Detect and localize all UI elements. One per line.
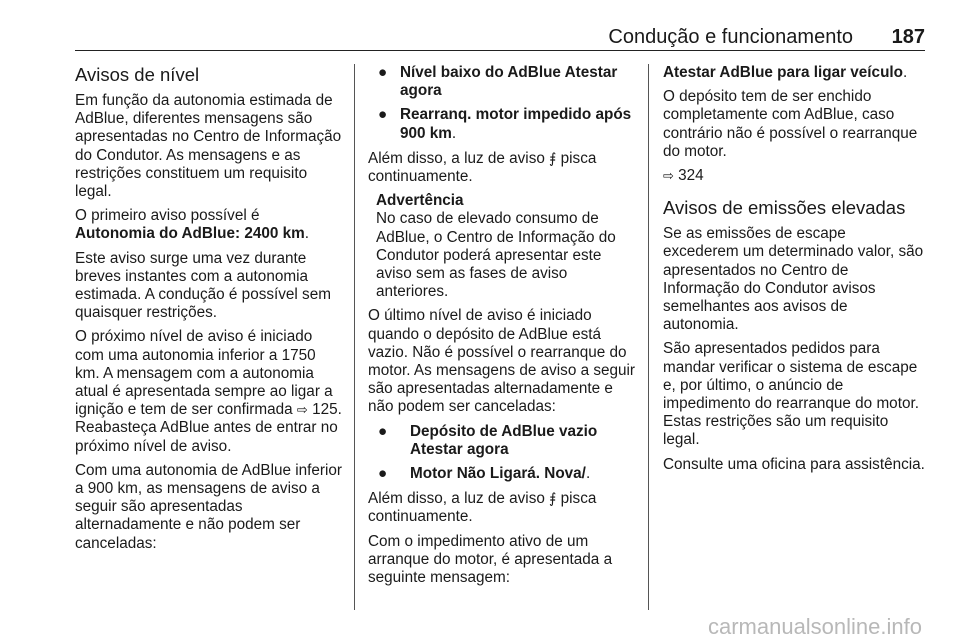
heading-high-emissions: Avisos de emissões elevadas bbox=[663, 197, 906, 219]
paragraph: O último nível de aviso é iniciado quando o depósito de AdBlue está vazio. Não é possível o rearranque do motor. As mensagens de aviso a seguir são apresentadas alternadamente e não podem ser canceladas: bbox=[368, 307, 635, 416]
column-divider-1 bbox=[354, 64, 355, 610]
list-item: ● Rearranq. motor impedido após 900 km. bbox=[378, 106, 632, 142]
adblue-warning-icon: ⨎ bbox=[549, 490, 557, 507]
column-2 bbox=[368, 64, 636, 593]
bullet-list bbox=[368, 423, 636, 484]
bullet-icon: ● bbox=[378, 64, 388, 81]
paragraph: Com uma autonomia de AdBlue inferior a 900 km, as mensagens de aviso a seguir são apresentadas alternadamente e não podem ser canceladas: bbox=[75, 461, 342, 552]
page-number: 187 bbox=[891, 26, 925, 48]
message-text: Autonomia do AdBlue: 2400 km bbox=[75, 225, 305, 243]
paragraph bbox=[663, 167, 925, 185]
section-title: Condução e funcionamento bbox=[608, 26, 853, 48]
list-item: ● Motor Não Ligará. Nova/. bbox=[378, 465, 591, 483]
note-title: Advertência bbox=[376, 192, 464, 210]
heading-level-warnings: Avisos de nível bbox=[75, 64, 200, 85]
paragraph: Além disso, a luz de aviso ⨎ pisca continuamente. bbox=[368, 490, 597, 526]
paragraph: São apresentados pedidos para mandar verificar o sistema de escape e, por último, o anúncio de impedimento do rearranque do motor. Estas restrições são um requisito legal. bbox=[663, 340, 919, 449]
note-body: No caso de elevado consumo de AdBlue, o Centro de Informação do Condutor poderá apresentar este aviso sem as fases de aviso anteriores. bbox=[376, 210, 616, 301]
paragraph: O depósito tem de ser enchido completamente com AdBlue, caso contrário não é possível o rearranque do motor. bbox=[663, 88, 918, 160]
bullet-icon: ● bbox=[378, 106, 388, 124]
page-ref-arrow-icon: ⇨ bbox=[663, 168, 674, 184]
paragraph: Este aviso surge uma vez durante breves instantes com a autonomia estimada. A condução é possível sem quaisquer restrições. bbox=[75, 249, 331, 322]
list-item: ● Depósito de AdBlue vazio Atestar agora bbox=[378, 422, 598, 458]
bullet-icon: ● bbox=[378, 422, 388, 440]
bullet-list bbox=[368, 64, 636, 143]
column-divider-2 bbox=[648, 64, 649, 610]
paragraph: Com o impedimento ativo de um arranque do motor, é apresentada a seguinte mensagem: bbox=[368, 532, 613, 587]
paragraph: Além disso, a luz de aviso ⨎ pisca continuamente. bbox=[368, 149, 597, 186]
adblue-warning-icon: ⨎ bbox=[549, 149, 557, 166]
note-box bbox=[368, 192, 636, 301]
paragraph: Consulte uma oficina para assistência. bbox=[663, 455, 925, 473]
column-3 bbox=[663, 64, 925, 480]
paragraph: O próximo nível de aviso é iniciado com uma autonomia inferior a 1750 km. A mensagem com a autonomia atual é apresentada sempre ao ligar a ignição e tem de ser confirmada ⇨ 125. Reabasteça AdBlue antes de entrar no próximo nível de aviso. bbox=[75, 328, 342, 455]
watermark: carmanualsonline.info bbox=[707, 614, 922, 639]
list-item: ● Nível baixo do AdBlue Atestar agora bbox=[378, 64, 618, 100]
page-ref[interactable]: 324 bbox=[678, 167, 704, 185]
paragraph: O primeiro aviso possível é Autonomia do AdBlue: 2400 km. bbox=[75, 207, 310, 243]
paragraph: Em função da autonomia estimada de AdBlue, diferentes mensagens são apresentadas no Centro de Informação do Condutor. As mensagens e as restrições constituem um requisito legal. bbox=[75, 92, 342, 201]
bullet-icon: ● bbox=[378, 465, 388, 483]
message-text: Atestar AdBlue para ligar veículo bbox=[663, 64, 904, 81]
paragraph: Se as emissões de escape excederem um determinado valor, são apresentados no Centro de Informação do Condutor avisos semelhantes aos avisos de autonomia. bbox=[663, 225, 924, 334]
page-header bbox=[75, 26, 925, 51]
paragraph: Atestar AdBlue para ligar veículo. bbox=[663, 64, 908, 81]
page-ref[interactable]: 125 bbox=[312, 401, 338, 419]
page-ref-arrow-icon: ⇨ bbox=[296, 402, 308, 418]
column-1 bbox=[75, 64, 343, 559]
